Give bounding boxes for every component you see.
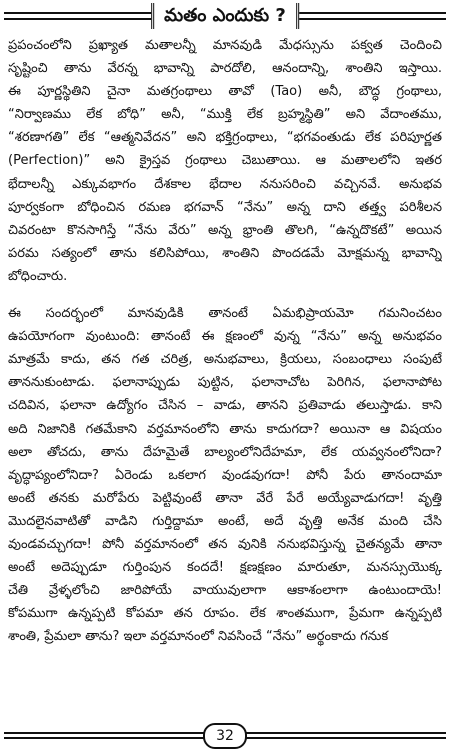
text-line: కోపముగా ఉన్నప్పటి కోపమా తన రూపం. లేక శాంతముగా, ప్రేమగా ఉన్నప్పటి (8, 606, 442, 622)
text-line: “నిర్వాణము లేక బోధి” అనీ, “ముక్తి లేక బ్రహ్మస్థితి” అని వేదాంతము, (8, 107, 442, 123)
text-line: తాననుకుంటాడు. ఫలానాప్పుడు పుట్టిన, ఫలానాచోట పెరిగిన, ఫలానాపోట (8, 375, 442, 391)
paragraph-1 (8, 34, 442, 288)
text-line: అంటే తనకు మరోపేరు పెట్టివుంటే తానా వేరే పేరే అయ్యేవాడుగదా! వృత్తి (8, 490, 442, 506)
chapter-header (4, 3, 446, 29)
text-line: ప్రపంచంలోని ప్రఖ్యాత మతాలన్నీ మానవుడి మేధస్సును పక్వత చెందించి (8, 38, 442, 53)
page-footer (4, 722, 446, 748)
text-line: ఉపయోగంగా వుంటుంది: తానంటే ఈ క్షణంలో వున్న “నేను” అన్న అనుభవం (8, 329, 442, 345)
text-line: (Perfection)” అని క్రైస్తవ గ్రంథాలు చెబుతాయి. ఆ మతాలలోని ఇతర (8, 153, 442, 169)
text-line: అది నిజానికి గతమేకాని వర్తమానంలోని తాను కాదుగదా? అయినా ఆ విషయం (8, 421, 442, 437)
text-line: శాంతి, ప్రేమలా తాను? ఇలా వర్తమానంలో నివసించే “నేను” అర్థంకాదు గనుక (8, 629, 389, 645)
text-line: అలా తోచదు, తాను దేహమైతే బాల్యంలోనిదేహమా, లేక యవ్వనంలోనిదా? (8, 444, 442, 460)
text-line: మొదలైనవాటితో వాడిని గుర్తిద్దామా అంటే, అదే వృత్తి అనేక మంది చేసి (8, 513, 442, 529)
paragraph-2 (8, 302, 442, 648)
body-text (8, 34, 442, 648)
text-line: చదివిన, ఫలానా ఉద్యోగం చేసిన – వాడు, తానని ప్రతివాడు తలుస్తాడు. కాని (8, 398, 442, 414)
text-line: ఈ పూర్ణస్థితిని చైనా మతగ్రంథాలు తావో (Tao) అనీ, బౌద్ధ గ్రంథాలు, (8, 84, 442, 100)
text-line: అంటే అదెప్పుడూ గుర్తింపున కందదే! క్షణక్షణం మారుతూ, మనస్సుయొక్క (8, 560, 442, 576)
chapter-title: మతం ఎందుకు ? (151, 3, 299, 29)
text-line: చేతి వ్రేళ్ళలోంచి జారిపోయే వాయువులాగా ఆకాశంలాగా ఉంటుందాయె! (8, 583, 442, 599)
text-line: పరమ సత్యంలో తాను కలిసిపోయి, శాంతిని పొందడమే మోక్షమన్న భావాన్ని (8, 245, 442, 261)
text-line: “శరణాగతి” లేక “ఆత్మనివేదన” అని భక్తిగ్రంథాలు, “భగవంతుడు లేక పరిపూర్ణత (8, 130, 442, 146)
text-line: మాత్రమే కాదు, తన గత చరిత్ర, అనుభవాలు, క్రియలు, సంబంధాలు సంపుటే (8, 352, 442, 368)
page-number: 32 (203, 723, 247, 749)
text-line: సృష్టించి తాను వేరన్న భావాన్ని పారదోలి, ఆనందాన్ని, శాంతిని ఇస్తాయి. (8, 61, 442, 77)
text-line: పూర్వకంగా బోధించిన రమణ భగవాన్ “నేను” అన్న దాని తత్త్వ పరిశీలన (8, 199, 442, 215)
text-line: బోధించారు. (8, 268, 68, 284)
text-line: వృద్ధాప్యంలోనిదా? ఏరెండు ఒకలాగ వుండవుగదా! పోనీ పేరు తానందామా (8, 467, 442, 483)
text-line: భేదాలన్నీ ఎక్కువభాగం దేశకాల భేదాల ననుసరించి వచ్చినవే. అనుభవ (8, 176, 442, 192)
text-line: వుండవచ్చుగదా! పోనీ వర్తమానంలో తన వునికి ననుభవిస్తున్న చైతన్యమే తానా (8, 536, 442, 552)
text-line: చివరంటా కొనసాగిస్తే “నేను వేరు” అన్న భ్రాంతి తొలగి, “ఉన్నదొకటే” అయిన (8, 222, 442, 238)
text-line: ఈ సందర్భంలో మానవుడికి తానంటే ఏమభిప్రాయమో గమనించటం (8, 306, 442, 322)
